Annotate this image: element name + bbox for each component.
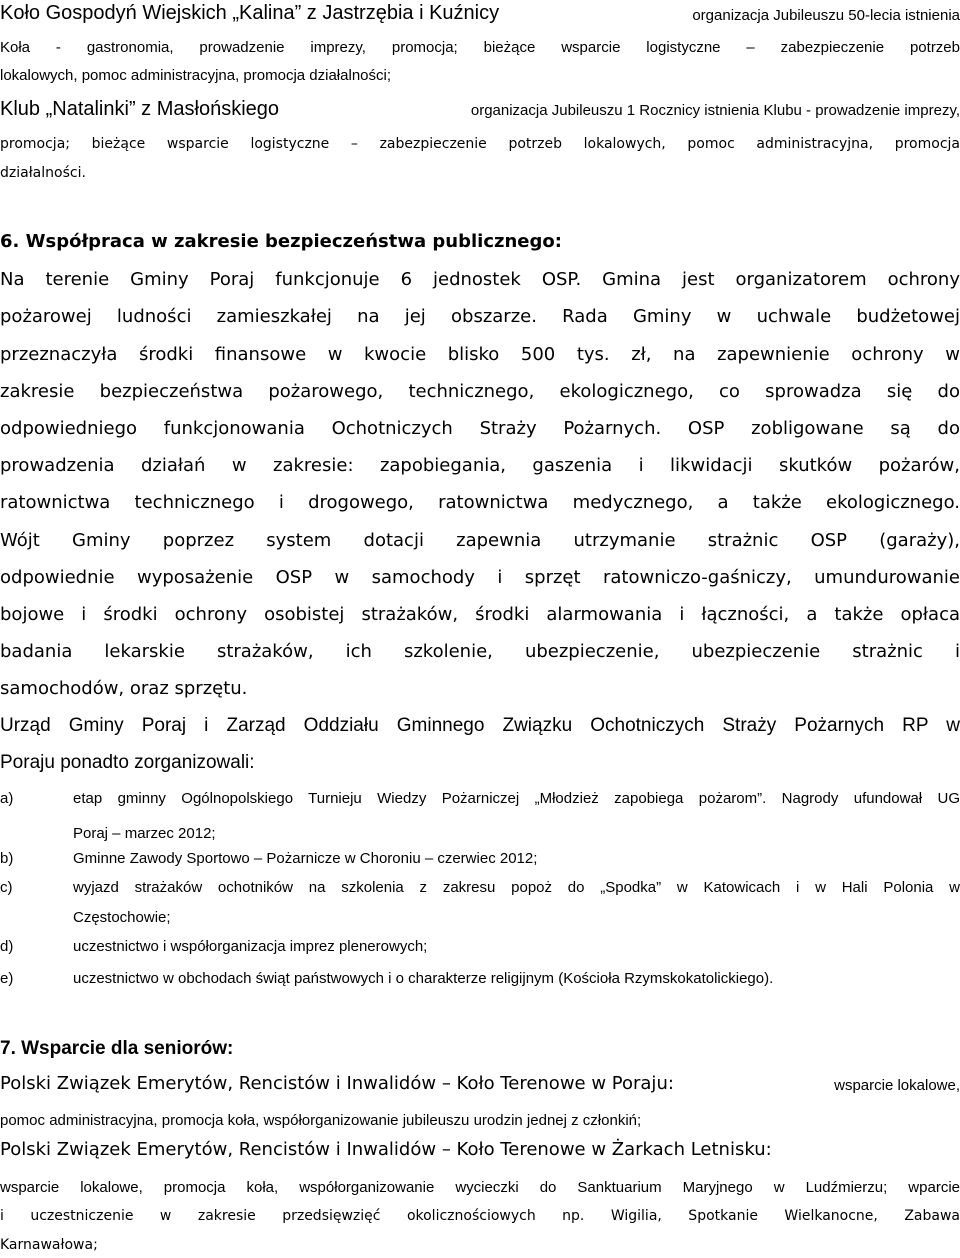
list-marker: d) [0,938,14,955]
section-6-heading: 6. Współpraca w zakresie bezpieczeństwa publicznego: [0,231,562,252]
section-6-line: odpowiednie wyposażenie OSP w samochody i sprzęt ratowniczo-gaśniczy, umundurowanie [0,567,960,588]
list-item-text-cont: Częstochowie; [73,909,171,926]
intro-line-7: promocja; bieżące wsparcie logistyczne – zabezpieczenie potrzeb lokalowych, pomoc administracyjna, promocja [0,136,960,152]
org-desc-start-pzerii-poraj: wsparcie lokalowe, [834,1077,960,1094]
intro-line-5 [0,99,960,119]
org-line [0,1075,960,1093]
section-6-line: badania lekarskie strażaków, ich szkolenie, ubezpieczenie, ubezpieczenie strażnic i [0,641,960,662]
list-marker: c) [0,879,13,896]
section-6-line: odpowiedniego funkcjonowania Ochotniczych Straży Pożarnych. OSP zobligowane są do [0,418,960,439]
section-6-line: Poraju ponadto zorganizowali: [0,752,255,773]
section-6-line: ratownictwa technicznego i drogowego, ratownictwa medycznego, a także ekologicznego. [0,492,960,513]
org-name-pzerii-poraj: Polski Związek Emerytów, Rencistów i Inwalidów – Koło Terenowe w Poraju: [0,1073,674,1094]
section-6-line: prowadzenia działań w zakresie: zapobiegania, gaszenia i likwidacji skutków pożarów, [0,455,960,476]
section-6-line: Urząd Gminy Poraj i Zarząd Oddziału Gminnego Związku Ochotniczych Straży Pożarnych RP w [0,715,960,736]
list-marker: a) [0,790,14,807]
section-6-line: przeznaczyła środki finansowe w kwocie blisko 500 tys. zł, na zapewnienie ochrony w [0,344,960,365]
org-desc-pzerii-poraj: pomoc administracyjna, promocja koła, współorganizowanie jubileuszu urodzin jednej z członkiń; [0,1112,642,1129]
section-6-line: bojowe i środki ochrony osobistej strażaków, środki alarmowania i łączności, a także opłaca [0,604,960,625]
intro-line-8: działalności. [0,165,86,181]
section-6-line: samochodów, oraz sprzętu. [0,678,248,699]
org-name-pzerii-zarki: Polski Związek Emerytów, Rencistów i Inwalidów – Koło Terenowe w Żarkach Letnisku: [0,1139,772,1160]
list-item-text: uczestnictwo i współorganizacja imprez plenerowych; [73,938,428,955]
section-6-line: Wójt Gminy poprzez system dotacji zapewnia utrzymanie strażnic OSP (garaży), [0,530,960,551]
section-7-heading: 7. Wsparcie dla seniorów: [0,1038,234,1059]
list-marker: b) [0,850,14,867]
section-6-line: Na terenie Gminy Poraj funkcjonuje 6 jednostek OSP. Gmina jest organizatorem ochrony [0,269,960,290]
org-name-kgw-kalina: Koło Gospodyń Wiejskich „Kalina” z Jastrzębia i Kuźnicy [0,2,500,24]
intro-line-4: lokalowych, pomoc administracyjna, promocja działalności; [0,67,392,84]
org-desc-line: i uczestniczenie w zakresie przedsięwzięć okolicznościowych np. Wigilia, Spotkanie Wielkanocne, Zabawa [0,1208,960,1224]
intro-line-1 [0,3,960,23]
org-name-klub-natalinki: Klub „Natalinki” z Masłońskiego [0,98,280,120]
list-item-text-cont: Poraj – marzec 2012; [73,825,216,842]
intro-line-3: Koła - gastronomia, prowadzenie imprezy, promocja; bieżące wsparcie logistyczne – zabezpieczenie potrzeb [0,39,960,56]
section-6-line: pożarowej ludności zamieszkałej na jej obszarze. Rada Gminy w uchwale budżetowej [0,306,960,327]
org-desc-kgw-kalina: organizacja Jubileuszu 50-lecia istnienia [692,7,960,24]
list-item-text: wyjazd strażaków ochotników na szkolenia z zakresu popoż do „Spodka” w Katowicach i w Hali Polonia w [73,879,960,896]
org-desc-line: Karnawałowa; [0,1237,98,1253]
section-6-line: zakresie bezpieczeństwa pożarowego, technicznego, ekologicznego, co sprowadza się do [0,381,960,402]
org-desc-klub-natalinki: organizacja Jubileuszu 1 Rocznicy istnienia Klubu - prowadzenie imprezy, [470,102,960,119]
list-marker: e) [0,970,14,987]
list-item-text: uczestnictwo w obchodach świąt państwowych i o charakterze religijnym (Kościoła Rzymskokatolickiego). [73,970,774,987]
list-item-text: Gminne Zawody Sportowo – Pożarnicze w Choroniu – czerwiec 2012; [73,850,538,867]
org-desc-line: wsparcie lokalowe, promocja koła, współorganizowanie wycieczki do Sanktuarium Maryjnego w Ludźmierzu; wparcie [0,1179,960,1196]
list-item-text: etap gminny Ogólnopolskiego Turnieju Wiedzy Pożarniczej „Młodzież zapobiega pożarom”. Nagrody ufundował UG [73,790,960,807]
